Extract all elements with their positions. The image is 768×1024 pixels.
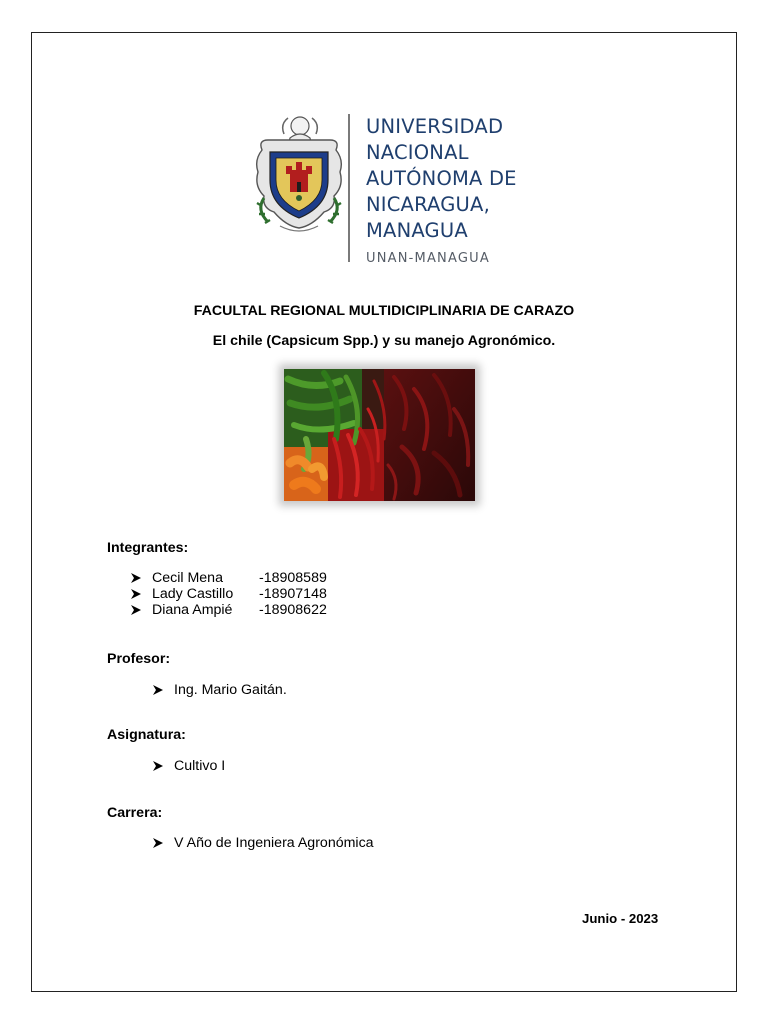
professor-heading: Profesor: xyxy=(107,651,171,667)
faculty-name: FACULTAL REGIONAL MULTIDICIPLINARIA DE CARAZO xyxy=(193,303,575,319)
chili-peppers-photo xyxy=(284,369,475,501)
career-list xyxy=(153,835,374,851)
arrow-bullet-icon xyxy=(153,761,174,771)
arrow-bullet-icon xyxy=(153,838,174,848)
university-name-line: NACIONAL xyxy=(366,141,469,164)
list-item xyxy=(131,602,327,618)
member-name: Cecil Mena xyxy=(152,570,223,586)
arrow-bullet-icon xyxy=(153,685,174,695)
subject-list xyxy=(153,758,225,774)
logo-divider xyxy=(348,114,350,262)
university-name-line: UNIVERSIDAD xyxy=(366,115,504,138)
university-crest xyxy=(250,110,348,238)
university-name-line: AUTÓNOMA DE xyxy=(366,167,517,190)
professor-name: Ing. Mario Gaitán. xyxy=(174,682,287,698)
member-name: Diana Ampié xyxy=(152,602,233,618)
arrow-bullet-icon xyxy=(131,589,152,599)
member-name: Lady Castillo xyxy=(152,586,234,602)
arrow-bullet-icon xyxy=(131,573,152,583)
members-list xyxy=(131,570,327,618)
career-heading: Carrera: xyxy=(107,805,163,821)
university-abbreviation: UNAN-MANAGUA xyxy=(366,251,490,266)
members-heading: Integrantes: xyxy=(107,540,189,556)
list-item xyxy=(131,586,327,602)
university-logo xyxy=(250,110,520,270)
arrow-bullet-icon xyxy=(131,605,152,615)
member-id: -18908589 xyxy=(259,570,327,586)
list-item xyxy=(153,682,287,698)
career-name: V Año de Ingeniera Agronómica xyxy=(174,835,374,851)
document-date: Junio - 2023 xyxy=(582,911,659,926)
document-title: El chile (Capsicum Spp.) y su manejo Agronómico. xyxy=(212,333,556,349)
subject-name: Cultivo I xyxy=(174,758,226,774)
university-name-line: NICARAGUA, xyxy=(366,193,490,216)
list-item xyxy=(153,758,225,774)
university-name-line: MANAGUA xyxy=(366,219,468,242)
professor-list xyxy=(153,682,287,698)
list-item xyxy=(131,570,327,586)
member-id: -18908622 xyxy=(259,602,327,618)
list-item xyxy=(153,835,374,851)
university-name xyxy=(366,114,517,266)
subject-heading: Asignatura: xyxy=(107,727,186,743)
member-id: -18907148 xyxy=(259,586,327,602)
